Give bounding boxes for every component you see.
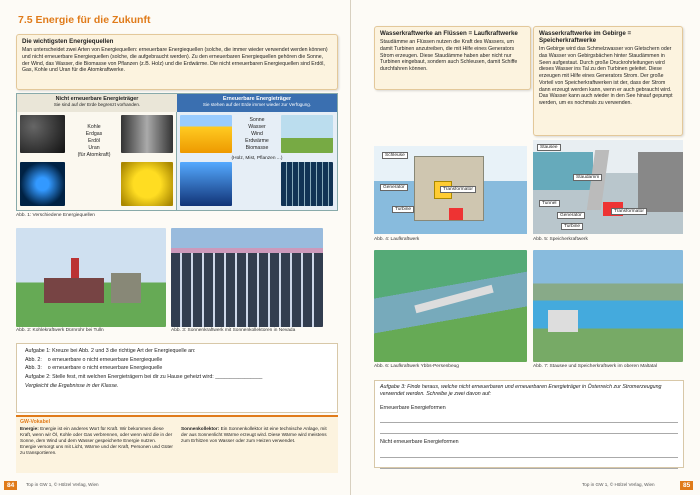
nr-item: Uran <box>88 145 100 152</box>
caption-abb2: Abb. 2: Kohlekraftwerk Dürnrohr bei Tulln <box>16 328 104 333</box>
answer-line[interactable] <box>380 423 678 434</box>
answer-line[interactable] <box>380 447 678 458</box>
storage-plant-diagram <box>533 140 683 234</box>
box1-heading: Wasserkraftwerke an Flüssen = Laufkraftwerke <box>380 30 518 37</box>
nonrenewable-label: Nicht erneuerbare Energieformen <box>380 439 459 446</box>
gas-flame-photo <box>20 162 65 206</box>
task-3-box <box>374 380 684 468</box>
storage-plant-box <box>533 26 683 136</box>
task-1-abb3-label: Abb. 3: <box>25 365 42 372</box>
intro-box <box>16 34 338 90</box>
task-1-abb2-label: Abb. 2: <box>25 356 42 363</box>
water-photo <box>180 162 232 206</box>
tasks-box <box>16 343 338 413</box>
er-item: Sonne <box>249 117 265 123</box>
oil-barrel-photo <box>121 115 173 153</box>
answer-line[interactable] <box>380 458 678 469</box>
sunflower-photo <box>180 115 232 153</box>
label-turbine-5: Turbine <box>561 223 583 230</box>
er-item: Biomasse <box>245 145 269 152</box>
ybbs-persenbeug-photo <box>374 250 527 362</box>
label-turbine-4: Turbine <box>392 206 414 213</box>
renewable-header: Erneuerbare Energieträger Sie stehen auf der Erde immer wieder zur Verfügung. <box>177 94 337 112</box>
er-item: Erdwärme <box>245 138 269 145</box>
page-number-left: 84 <box>4 481 17 490</box>
gw-heading: GW-Vokabel <box>20 419 51 425</box>
box2-text: Im Gebirge wird das Schmelzwasser von Gletschern oder das Wasser von Gebirgsbächen hinter Staudämmen in Seen aufgestaut. Durch große Druckrohrleitungen wird dieses Wasser ins Tal zu den Turbinen geleitet. Diese erzeugen mit Hilfe eines Generators Strom. Der große Vorteil von Speicherkraftwerken ist der, dass der Strom dann erzeugt werden kann, wenn er auch gebraucht wird. Das Wasser kann auch wieder in den See hinauf gepumpt werden, um es nochmals zu verwenden. <box>539 46 673 106</box>
answer-line[interactable] <box>380 412 678 423</box>
solar-power-plant-photo <box>171 228 323 327</box>
gw-vocabulary <box>16 415 338 473</box>
solar-panels-photo <box>281 162 333 206</box>
box1-text: Staudämme an Flüssen nutzen die Kraft des Wassers, um damit Turbinen anzutreiben, die mit Hilfe eines Generators Strom erzeugen. Diese Staudämme haben aber nicht nur Turbinen eingebaut, sondern auch Schleusen, damit Schiffe durchfahren können. <box>380 39 518 72</box>
nr-item: (für Atomkraft) <box>77 152 111 159</box>
label-staudamm: Staudamm <box>573 174 602 181</box>
page-title: 7.5 Energie für die Zukunft <box>18 14 151 26</box>
label-stausee: Stausee <box>537 144 561 151</box>
footer-left: Top in GW 1, © Hölzel Verlag, Wien <box>26 482 99 487</box>
label-generator-5: Generator <box>557 212 585 219</box>
nr-item: Erdöl <box>87 138 101 145</box>
coal-power-plant-photo <box>16 228 166 327</box>
uranium-barrel-photo <box>121 162 173 206</box>
caption-abb6: Abb. 6: Laufkraftwerk Ybbs-Persenbeug <box>374 364 459 369</box>
renewable-column <box>177 112 337 210</box>
label-transformator-5: Transformator <box>611 208 647 215</box>
footer-right: Top in GW 1, © Hölzel Verlag, Wien <box>582 482 655 487</box>
run-of-river-diagram <box>374 146 527 234</box>
er-item: Wasser <box>248 124 266 131</box>
page-number-right: 85 <box>680 481 693 490</box>
label-generator-4: Generator <box>380 184 408 191</box>
nonrenewable-header: Nicht erneuerbare Energieträger Sie sind auf der Erde begrenzt vorhanden. <box>17 94 177 112</box>
coal-photo <box>20 115 65 153</box>
caption-abb4: Abb. 4: Laufkraftwerk <box>374 237 420 242</box>
maltatal-photo <box>533 250 683 362</box>
task-2[interactable]: Aufgabe 2: Stelle fest, mit welchen Energieträgern bei dir zu Hause geheizt wird: ________________ <box>25 374 263 381</box>
nr-item: Erdgas <box>85 131 103 138</box>
task-2-note: Vergleicht die Ergebnisse in der Klasse. <box>25 382 119 389</box>
caption-abb5: Abb. 5: Speicherkraftwerk <box>533 237 588 242</box>
label-transformator-4: Transformator <box>440 186 476 193</box>
def-sonnenkollektor: Ein Sonnenkollektor ist eine technische Anlage, mit der aus Sonnenlicht Wärme erzeugt wird. Diese Wärme wird meistens zum Erhitzen von Wasser oder zum Heizen verwendet. <box>181 426 327 444</box>
task-1-abb2-options[interactable]: o erneuerbare o nicht erneuerbare Energiequelle <box>47 356 163 363</box>
def-energie: Energie ist ein anderes Wort für Kraft. Wir bekommen diese Kraft, wenn wir Öl, Kohle oder Gas verbrennen, oder wenn wird die in der Sonne, dem Wind und dem Wasser gespeicherte Energie nutzen. Energie versorgt uns mit Licht, Wärme und der Kraft, Personen und Güter zu transportieren. <box>20 426 173 456</box>
term-energie: Energie: <box>20 426 39 431</box>
label-schleuse: Schleuse <box>382 152 408 159</box>
wind-turbine-photo <box>281 115 333 153</box>
run-of-river-box <box>374 26 531 90</box>
intro-text: Man unterscheidet zwei Arten von Energiequellen: erneuerbare Energiequellen (solche, die immer wieder verwendet werden können) und nicht erneuerbare Energiequellen (solche, die aufgebraucht werden). Zu den erneuerbaren Energiequellen gehören die Sonne, der Wind, das Wasser, die Biomasse von Pflanzen (z.B. Holz) und die Erdwärme. Die nicht erneuerbaren Energiequellen sind Erdöl, Gas, Kohle und Uran für die Atomkraftwerke. <box>22 47 328 74</box>
renewable-label: Erneuerbare Energieformen <box>380 404 446 411</box>
box2-heading: Wasserkraftwerke im Gebirge = Speicherkraftwerke <box>539 30 632 44</box>
task-1: Aufgabe 1: Kreuze bei Abb. 2 und 3 die richtige Art der Energiequelle an: <box>25 348 196 354</box>
er-item: (Holz, Mist, Pflanzen ...) <box>231 156 283 161</box>
task-3: Aufgabe 3: Finde heraus, welche nicht erneuerbaren und erneuerbaren Energieträger in Österreich zur Stromerzeugung verwendet werden. Schreibe je zwei davon auf: <box>380 384 662 398</box>
energy-table <box>16 93 338 211</box>
label-tunnel: Tunnel <box>539 200 560 207</box>
caption-abb7: Abb. 7: Stausee und Speicherkraftwerk im oberen Maltatal <box>533 364 657 369</box>
nr-item: Kohle <box>87 124 101 130</box>
er-item: Wind <box>251 131 263 138</box>
term-sonnenkollektor: Sonnenkollektor: <box>181 426 220 431</box>
intro-heading: Die wichtigsten Energiequellen <box>22 38 114 45</box>
task-1-abb3-options[interactable]: o erneuerbare o nicht erneuerbare Energiequelle <box>47 365 163 372</box>
caption-abb1: Abb. 1: Verschiedene Energiequellen <box>16 213 95 218</box>
caption-abb3: Abb. 3: Sonnenkraftwerk mit Sonnenkollektoren in Nevada <box>171 328 296 333</box>
nonrenewable-column <box>17 112 177 210</box>
